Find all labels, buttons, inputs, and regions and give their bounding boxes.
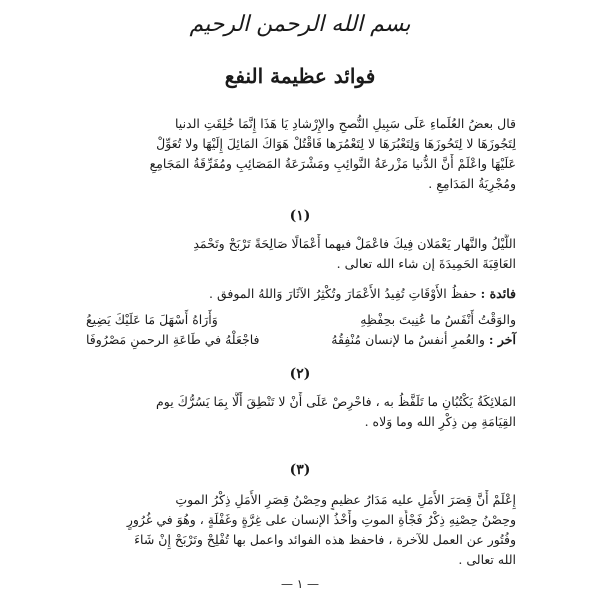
paragraph-line: وحِصْنُ حِصْنِهِ ذِكْرُ فَجْأَةِ الموتِ وأَخْذُ الإنسان على غِرَّةٍ وغَفْلَةٍ ، وهُوَ في غُرُورٍ <box>126 512 516 527</box>
basmala-heading: بسم الله الرحمن الرحيم <box>189 12 411 37</box>
section-number: (٢) <box>289 366 311 382</box>
paragraph-line: القِيَامَةِ مِن ذِكْرِ الله وما وَلاه . <box>364 414 516 429</box>
paragraph-line: لِتَجُوزَهَا لا لِتَحُوزَهَا وَلِتَعْبُرَهَا لا لِتَعْمُرَها فَاقْتُلْ هَوَاكَ المَائِلَ إِلَيْهَا ولا تُعَوِّلْ <box>156 136 516 151</box>
paragraph-line: العَاقِبَةَ الحَمِيدَةَ إن شاء الله تعالى . <box>336 256 516 271</box>
section2-paragraph <box>86 392 516 432</box>
note-label: فائدة : <box>480 286 516 301</box>
section-number: (١) <box>289 208 311 224</box>
benefit-note <box>86 284 516 304</box>
paragraph-line: اللَّيْلُ والنَّهار يَعْمَلان فِيكَ فاعْمَلْ فيهما أَعْمَالًا صَالِحَةً تَرْبَحْ وتَحْمَدِ <box>193 236 516 251</box>
paragraph-line: وفُتُور عن العمل للآخرة ، فاحفظ هذه الفوائد واعمل بها تُفْلِحْ وتَرْبَحْ إِنْ شَاءَ <box>134 532 516 547</box>
note-text: حفظُ الأَوْقَاتِ تُفِيدُ الأَعْمَارَ وتُكْثِرُ الآثَارَ وَاللهُ الموفق . <box>209 286 477 301</box>
paragraph-line: ومُجْرِيَةُ المَدَامِعِ . <box>428 176 516 191</box>
verse-first-half: والوَقْتُ أَنْفَسُ ما عُنِيتَ بحِفْظِهِ <box>360 312 516 327</box>
section-number: (٣) <box>289 462 311 478</box>
paragraph-line: عَلَيْهَا واعْلَمْ أَنَّ الدُّنيا مَزْرعَةُ النَّوائِبِ ومَشْرَعَةُ المَصَائِبِ ومُفَرِّقَةُ المَجَامِعِ <box>149 156 516 171</box>
paragraph-line: الله تعالى . <box>458 552 516 567</box>
verse-second-half: فاجْعَلْهُ في طَاعَةِ الرحمنِ مَصْرُوفَا <box>86 332 260 347</box>
paragraph-line: إِعْلَمْ أَنَّ قِصَرَ الأَمَلِ عليه مَدَارُ عظيمٍ وحِصْنُ قِصَرِ الأَمَلِ ذِكْرُ الموتِ <box>175 492 516 507</box>
poem-label: آخر : <box>488 332 516 347</box>
page-number: — ١ — <box>280 577 320 591</box>
section1-paragraph <box>86 234 516 274</box>
paragraph-line: قال بعضُ العُلَماءِ عَلَى سَبِيلِ النُّصحِ والإِرْشادِ يَا هَذَا إِنَّمَا خُلِقَتِ الدنيا <box>174 116 516 131</box>
page-title: فوائد عظيمة النفع <box>224 64 376 88</box>
intro-paragraph <box>86 114 516 194</box>
section3-paragraph <box>86 490 516 570</box>
poem-verse-1 <box>86 312 516 332</box>
poem-verse-2 <box>86 332 516 352</box>
verse-second-half: وَأَرَاهُ أَسْهَلَ مَا عَلَيْكَ يَضِيعُ <box>86 312 218 327</box>
paragraph-line: المَلائِكَةُ يَكْتُبُانِ ما تَلَفَّظُ به ، فاحْرِصْ عَلَى أَنْ لا تَنْطِقَ أَلَّا بِمَا يَسُرُّكَ يوم <box>156 394 516 409</box>
verse-first-half: والعُمرِ أنفسُ ما لإنسان مُنْفِقُهُ <box>331 332 485 347</box>
